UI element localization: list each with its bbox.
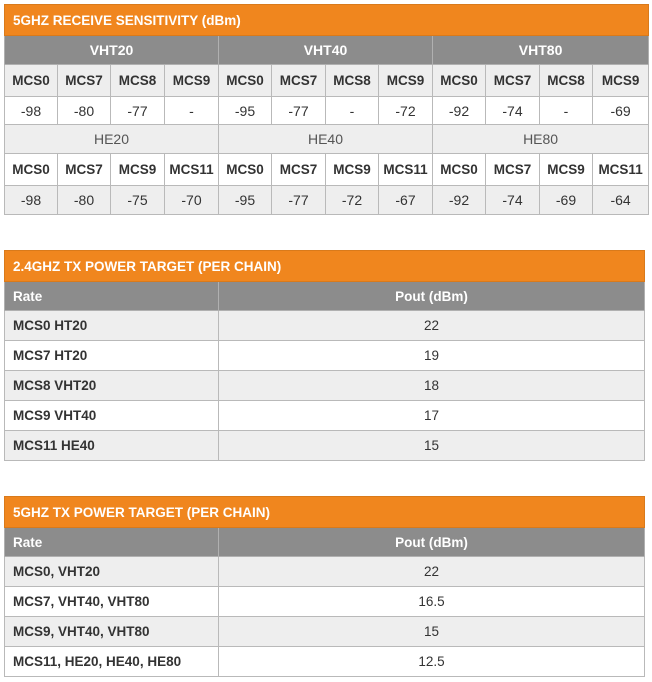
group-header: HE40 — [219, 125, 433, 154]
table-row — [5, 341, 645, 371]
mcs-header: MCS0 — [433, 154, 486, 186]
sensitivity-value: -72 — [379, 97, 433, 125]
sensitivity-value: -92 — [433, 97, 486, 125]
mcs-header: MCS0 — [433, 65, 486, 97]
sensitivity-value: -72 — [326, 186, 379, 215]
pout-cell: 15 — [219, 431, 645, 461]
group-header: HE80 — [433, 125, 649, 154]
rate-cell: MCS7 HT20 — [5, 341, 219, 371]
sensitivity-value: - — [326, 97, 379, 125]
sensitivity-value: - — [540, 97, 593, 125]
mcs-header: MCS9 — [111, 154, 165, 186]
table-row — [5, 431, 645, 461]
mcs-header: MCS9 — [540, 154, 593, 186]
tx24-power-table — [4, 250, 645, 461]
pout-cell: 17 — [219, 401, 645, 431]
sensitivity-value: -95 — [219, 97, 272, 125]
table-row — [5, 617, 645, 647]
mcs-header: MCS7 — [58, 154, 111, 186]
sensitivity-value: -70 — [165, 186, 219, 215]
sensitivity-value: -80 — [58, 97, 111, 125]
mcs-header: MCS0 — [5, 154, 58, 186]
mcs-header: MCS7 — [486, 154, 540, 186]
sensitivity-value: -98 — [5, 186, 58, 215]
sensitivity-value: -69 — [540, 186, 593, 215]
pout-cell: 22 — [219, 311, 645, 341]
sensitivity-value: -92 — [433, 186, 486, 215]
sensitivity-value: -77 — [272, 186, 326, 215]
rate-cell: MCS0 HT20 — [5, 311, 219, 341]
mcs-header: MCS0 — [219, 154, 272, 186]
sensitivity-value: - — [165, 97, 219, 125]
mcs-header: MCS7 — [272, 65, 326, 97]
mcs-header: MCS7 — [272, 154, 326, 186]
pout-cell: 16.5 — [219, 587, 645, 617]
rx-sensitivity-table — [4, 4, 649, 215]
sensitivity-value: -67 — [379, 186, 433, 215]
sensitivity-value: -75 — [111, 186, 165, 215]
pout-cell: 19 — [219, 341, 645, 371]
rate-cell: MCS7, VHT40, VHT80 — [5, 587, 219, 617]
rx-table-title: 5GHZ RECEIVE SENSITIVITY (dBm) — [5, 5, 649, 36]
tx5-table-title: 5GHZ TX POWER TARGET (PER CHAIN) — [5, 497, 645, 528]
rate-cell: MCS9, VHT40, VHT80 — [5, 617, 219, 647]
tx5-power-table — [4, 496, 645, 677]
rate-column-header: Rate — [5, 528, 219, 557]
mcs-header: MCS9 — [326, 154, 379, 186]
table-row — [5, 647, 645, 677]
table-row — [5, 401, 645, 431]
sensitivity-value: -77 — [272, 97, 326, 125]
group-header: HE20 — [5, 125, 219, 154]
mcs-header: MCS9 — [593, 65, 649, 97]
rate-cell: MCS11 HE40 — [5, 431, 219, 461]
rate-cell: MCS11, HE20, HE40, HE80 — [5, 647, 219, 677]
sensitivity-value: -80 — [58, 186, 111, 215]
group-header: VHT80 — [433, 36, 649, 65]
table-row — [5, 311, 645, 341]
rate-cell: MCS8 VHT20 — [5, 371, 219, 401]
sensitivity-value: -74 — [486, 97, 540, 125]
mcs-header: MCS0 — [219, 65, 272, 97]
pout-cell: 12.5 — [219, 647, 645, 677]
mcs-header: MCS11 — [593, 154, 649, 186]
mcs-header: MCS11 — [379, 154, 433, 186]
pout-cell: 18 — [219, 371, 645, 401]
mcs-header: MCS9 — [165, 65, 219, 97]
mcs-header: MCS0 — [5, 65, 58, 97]
mcs-header: MCS8 — [111, 65, 165, 97]
pout-cell: 22 — [219, 557, 645, 587]
pout-column-header: Pout (dBm) — [219, 282, 645, 311]
tx24-table-title: 2.4GHZ TX POWER TARGET (PER CHAIN) — [5, 251, 645, 282]
group-header: VHT20 — [5, 36, 219, 65]
mcs-header: MCS11 — [165, 154, 219, 186]
sensitivity-value: -69 — [593, 97, 649, 125]
mcs-header: MCS9 — [379, 65, 433, 97]
pout-cell: 15 — [219, 617, 645, 647]
table-row — [5, 371, 645, 401]
group-header: VHT40 — [219, 36, 433, 65]
sensitivity-value: -95 — [219, 186, 272, 215]
sensitivity-value: -98 — [5, 97, 58, 125]
pout-column-header: Pout (dBm) — [219, 528, 645, 557]
mcs-header: MCS8 — [540, 65, 593, 97]
mcs-header: MCS7 — [58, 65, 111, 97]
table-row — [5, 587, 645, 617]
rate-column-header: Rate — [5, 282, 219, 311]
rate-cell: MCS9 VHT40 — [5, 401, 219, 431]
mcs-header: MCS8 — [326, 65, 379, 97]
sensitivity-value: -64 — [593, 186, 649, 215]
table-row — [5, 557, 645, 587]
mcs-header: MCS7 — [486, 65, 540, 97]
rate-cell: MCS0, VHT20 — [5, 557, 219, 587]
sensitivity-value: -74 — [486, 186, 540, 215]
sensitivity-value: -77 — [111, 97, 165, 125]
